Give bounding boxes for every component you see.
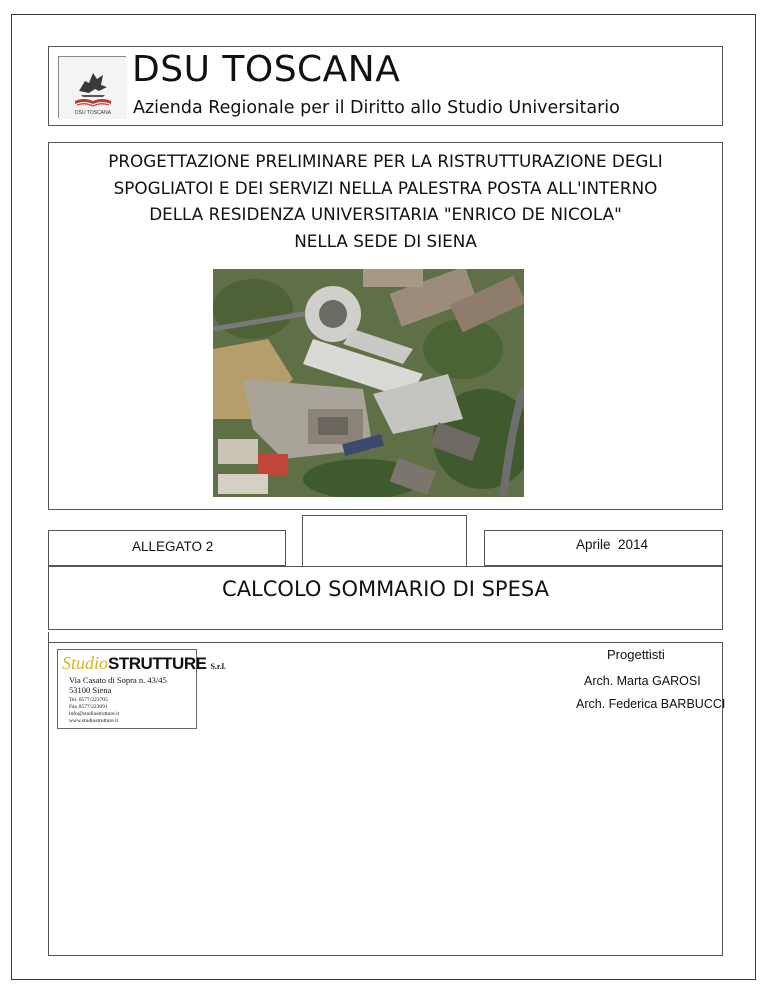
document-date: Aprile 2014	[576, 537, 649, 552]
title-line: NELLA SEDE DI SIENA	[294, 230, 477, 251]
winged-horse-logo-icon	[59, 57, 127, 119]
studio-fax: Fax 0577/223091	[69, 704, 108, 710]
document-subject: CALCOLO SOMMARIO DI SPESA	[222, 577, 549, 601]
logo-caption: DSU TOSCANA	[75, 110, 111, 116]
studio-city: 53100 Siena	[69, 685, 112, 695]
studio-brand	[62, 653, 226, 674]
title-line: PROGETTAZIONE PRELIMINARE PER LA RISTRUTTURAZIONE DEGLI	[108, 151, 663, 171]
title-line: DELLA RESIDENZA UNIVERSITARIA "ENRICO DE NICOLA"	[149, 204, 622, 224]
designer-name: Arch. Marta GAROSI	[584, 674, 701, 688]
dsu-logo	[58, 56, 126, 118]
studio-brand-script: Studio	[62, 653, 109, 673]
aerial-photo	[213, 269, 524, 497]
org-subtitle: Azienda Regionale per il Diritto allo Studio Universitario	[133, 98, 620, 118]
studio-tel: Tel. 0577/223705	[69, 697, 108, 703]
studio-address: Via Casato di Sopra n. 43/45	[69, 675, 167, 685]
project-title	[48, 148, 723, 254]
divider	[48, 632, 723, 642]
designers-label: Progettisti	[607, 647, 665, 662]
studio-brand-suffix: S.r.l.	[210, 662, 226, 671]
designer-name: Arch. Federica BARBUCCI	[576, 697, 726, 711]
attachment-label: ALLEGATO 2	[132, 539, 214, 554]
title-line: SPOGLIATOI E DEI SERVIZI NELLA PALESTRA POSTA ALL'INTERNO	[113, 177, 658, 198]
org-name: DSU TOSCANA	[132, 49, 401, 90]
studio-brand-bold: STRUTTURE	[108, 654, 207, 673]
studio-email: info@studiostrutture.it	[69, 711, 120, 717]
studio-web: www.studiostrutture.it	[69, 718, 119, 724]
blank-box	[302, 515, 467, 567]
